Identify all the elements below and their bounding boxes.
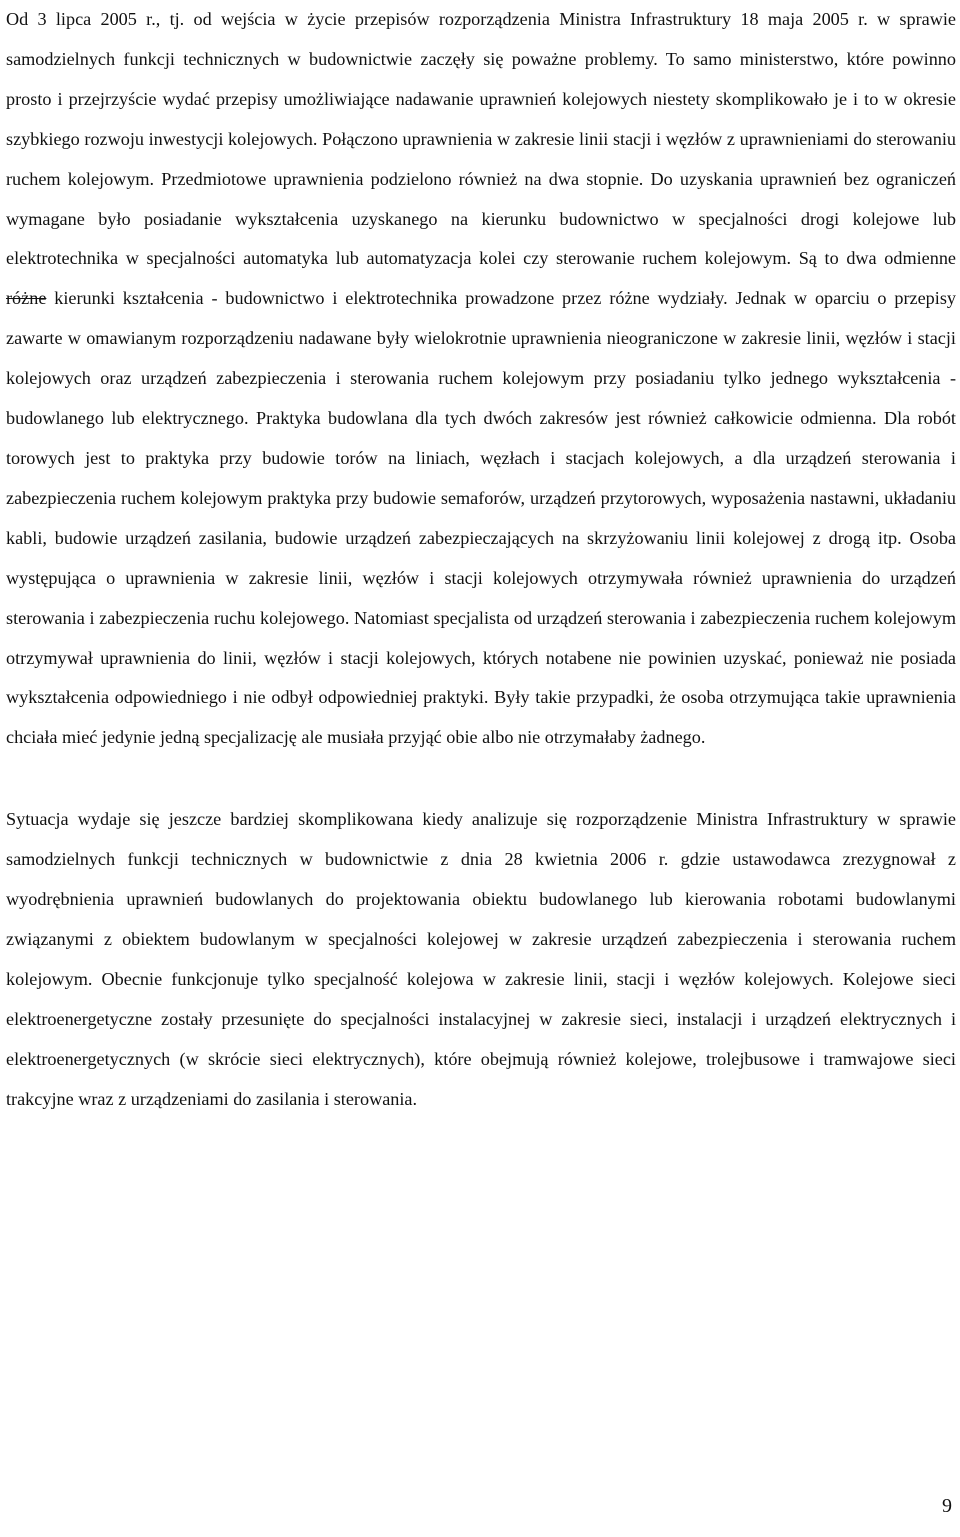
body-paragraph: Sytuacja wydaje się jeszcze bardziej skomplikowana kiedy analizuje się rozporządzenie Ministra Infrastruktury w sprawie samodzielnych funkcji technicznych w budownictwie z dnia 28 kwietnia 2006 r. gdzie ustawodawca zrezygnował z wyodrębnienia uprawnień budowlanych do projektowania obiektu budowlanego lub kierowania robotami budowlanymi związanymi z obiektem budowlanym w specjalności kolejowej w zakresie urządzeń zabezpieczenia i sterowania ruchem kolejowym. Obecnie funkcjonuje tylko specjalność kolejowa w zakresie linii, stacji i węzłów kolejowych. Kolejowe sieci elektroenergetyczne zostały przesunięte do specjalności instalacyjnej w zakresie sieci, instalacji i urządzeń elektrycznych i elektroenergetycznych (w skrócie sieci elektrycznych), które obejmują również kolejowe, trolejbusowe i tramwajowe sieci trakcyjne wraz z urządzeniami do zasilania i sterowania. bbox=[6, 809, 956, 1109]
paragraph-text: kierunki kształcenia - budownictwo i elektrotechnika prowadzone przez różne wydziały. Jednak w oparciu o przepisy zawarte w omawianym rozporządzeniu nadawane były wielokrotnie uprawnienia nieograniczone w zakresie linii, węzłów i stacji kolejowych oraz urządzeń zabezpieczenia i sterowania ruchem kolejowym przy posiadaniu tylko jednego wykształcenia - budowlanego lub elektrycznego. Praktyka budowlana dla tych dwóch zakresów jest również całkowicie odmienna. Dla robót torowych jest to praktyka przy budowie torów na liniach, węzłach i stacjach kolejowych, a dla urządzeń sterowania i zabezpieczenia ruchem kolejowym praktyka przy budowie semaforów, urządzeń przytorowych, wyposażenia nastawni, układaniu kabli, budowie urządzeń zasilania, budowie urządzeń zabezpieczających na skrzyżowaniu linii kolejowej z drogą itp. Osoba występująca o uprawnienia w zakresie linii, węzłów i stacji kolejowych otrzymywała również uprawnienia do urządzeń sterowania i zabezpieczenia ruchu kolejowego. Natomiast specjalista od urządzeń sterowania i zabezpieczenia ruchem kolejowym otrzymywał uprawnienia do linii, węzłów i stacji kolejowych, których notabene nie powinien uzyskać, ponieważ nie posiada wykształcenia odpowiedniego i nie odbył odpowiedniej praktyki. Były takie przypadki, że osoba otrzymująca takie uprawnienia chciała mieć jedynie jedną specjalizację ale musiała przyjąć obie albo nie otrzymałaby żadnego. bbox=[6, 288, 956, 748]
body-paragraph bbox=[6, 0, 956, 758]
page-number: 9 bbox=[942, 1495, 952, 1517]
struck-word: różne bbox=[6, 288, 47, 309]
document-page bbox=[6, 0, 956, 1119]
paragraph-text: Od 3 lipca 2005 r., tj. od wejścia w życie przepisów rozporządzenia Ministra Infrastruktury 18 maja 2005 r. w sprawie samodzielnych funkcji technicznych w budownictwie zaczęły się poważne problemy. To samo ministerstwo, które powinno prosto i przejrzyście wydać przepisy umożliwiające nadawanie uprawnień kolejowych niestety skomplikowało je i to w okresie szybkiego rozwoju inwestycji kolejowych. Połączono uprawnienia w zakresie linii stacji i węzłów z uprawnieniami do sterowaniu ruchem kolejowym. Przedmiotowe uprawnienia podzielono również na dwa stopnie. Do uzyskania uprawnień bez ograniczeń wymagane było posiadanie wykształcenia uzyskanego na kierunku budownictwo w specjalności drogi kolejowe lub elektrotechnika w specjalności automatyka lub automatyzacja kolei czy sterowanie ruchem kolejowym. Są to dwa odmienne bbox=[6, 9, 956, 269]
